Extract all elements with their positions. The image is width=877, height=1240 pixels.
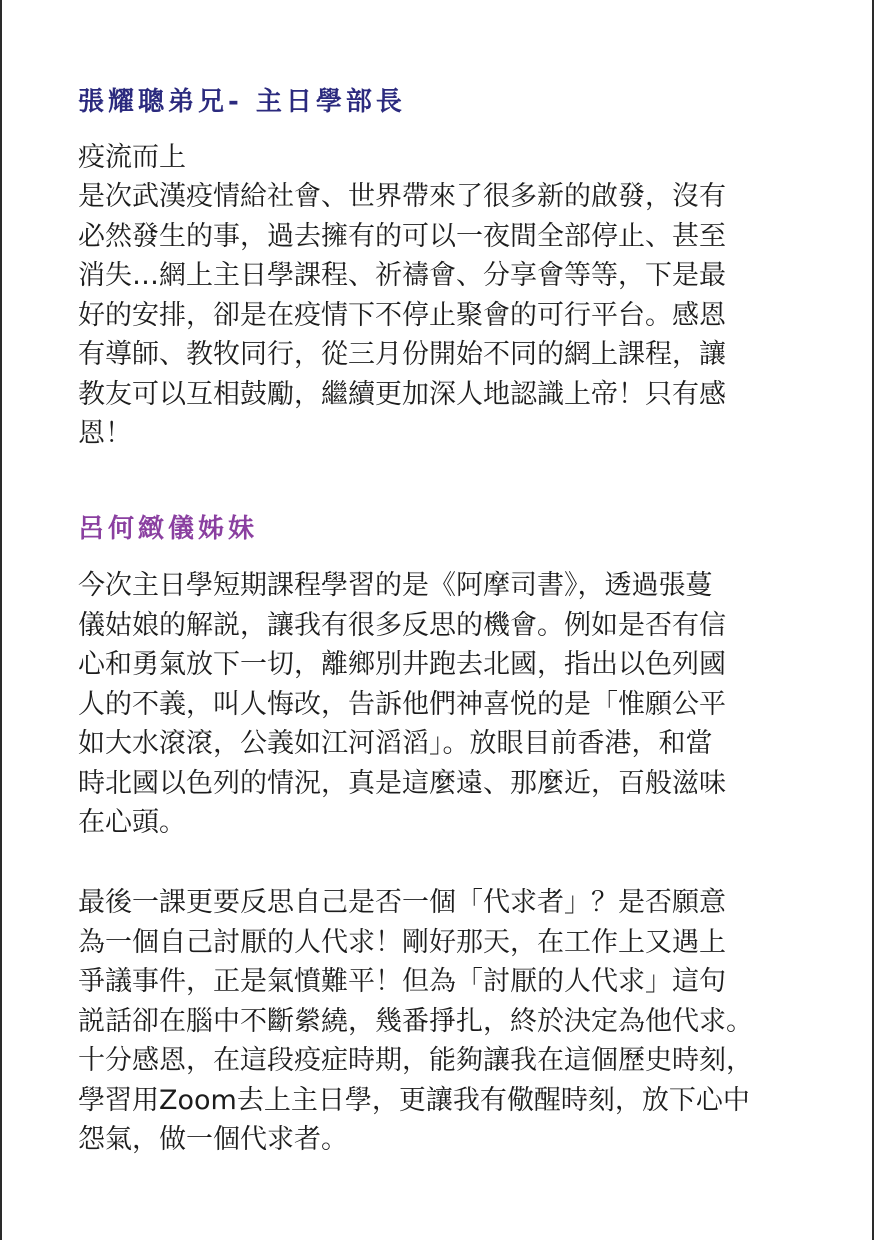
text-line: 説話卻在腦中不斷縈繞，幾番掙扎，終於決定為他代求。 (78, 1005, 753, 1037)
text-line: 爭議事件，正是氣憤難平！但為「討厭的人代求」這句 (78, 966, 726, 997)
text-line: 人的不義，叫人悔改，告訴他們神喜悦的是「惟願公平 (78, 688, 726, 720)
text-line: 怨氣，做一個代求者。 (78, 1124, 348, 1155)
text-line: 心和勇氣放下一切，離鄉別井跑去北國，指出以色列國 (78, 649, 726, 680)
text-line: 為一個自己討厭的人代求！剛好那天，在工作上又遇上 (78, 926, 726, 958)
text-line: 好的安排，卻是在疫情下不停止聚會的可行平台。感恩 (78, 299, 726, 331)
text-line: 今次主日學短期課程學習的是《阿摩司書》，透過張蔓 (78, 570, 713, 601)
text-line: 消失…網上主日學課程、祈禱會、分享會等等，下是最 (78, 260, 726, 291)
section1-body (78, 177, 818, 454)
text-line: 是次武漢疫情給社會、世界帶來了很多新的啟發，沒有 (78, 181, 726, 212)
text-line: 在心頭。 (78, 807, 186, 838)
section1-heading: 張耀聰弟兄- 主日學部長 (78, 87, 406, 117)
text-line: 有導師、教牧同行，從三月份開始不同的網上課程，讓 (78, 339, 726, 370)
section2-paragraph2 (78, 883, 818, 1160)
text-line: 必然發生的事，過去擁有的可以一夜間全部停止、甚至 (78, 220, 726, 252)
section1-subtitle: 疫流而上 (78, 142, 186, 173)
text-line: 十分感恩，在這段疫症時期，能夠讓我在這個歷史時刻， (78, 1045, 753, 1076)
text-line: 恩！ (78, 418, 132, 449)
text-line: 學習用Zoom去上主日學，更讓我有儆醒時刻，放下心中 (78, 1084, 750, 1116)
text-line: 如大水滾滾，公義如江河滔滔」。放眼目前香港，和當 (78, 728, 713, 759)
text-line: 教友可以互相鼓勵，繼續更加深人地認識上帝！只有感 (78, 378, 726, 410)
section2-paragraph1 (78, 566, 818, 843)
text-line: 時北國以色列的情況，真是這麼遠、那麼近，百般滋味 (78, 767, 726, 799)
text-line: 儀姑娘的解説，讓我有很多反思的機會。例如是否有信 (78, 609, 726, 641)
text-line: 最後一課更要反思自己是否一個「代求者」？是否願意 (78, 887, 726, 918)
section2-heading: 呂何緻儀姊妹 (78, 514, 259, 544)
